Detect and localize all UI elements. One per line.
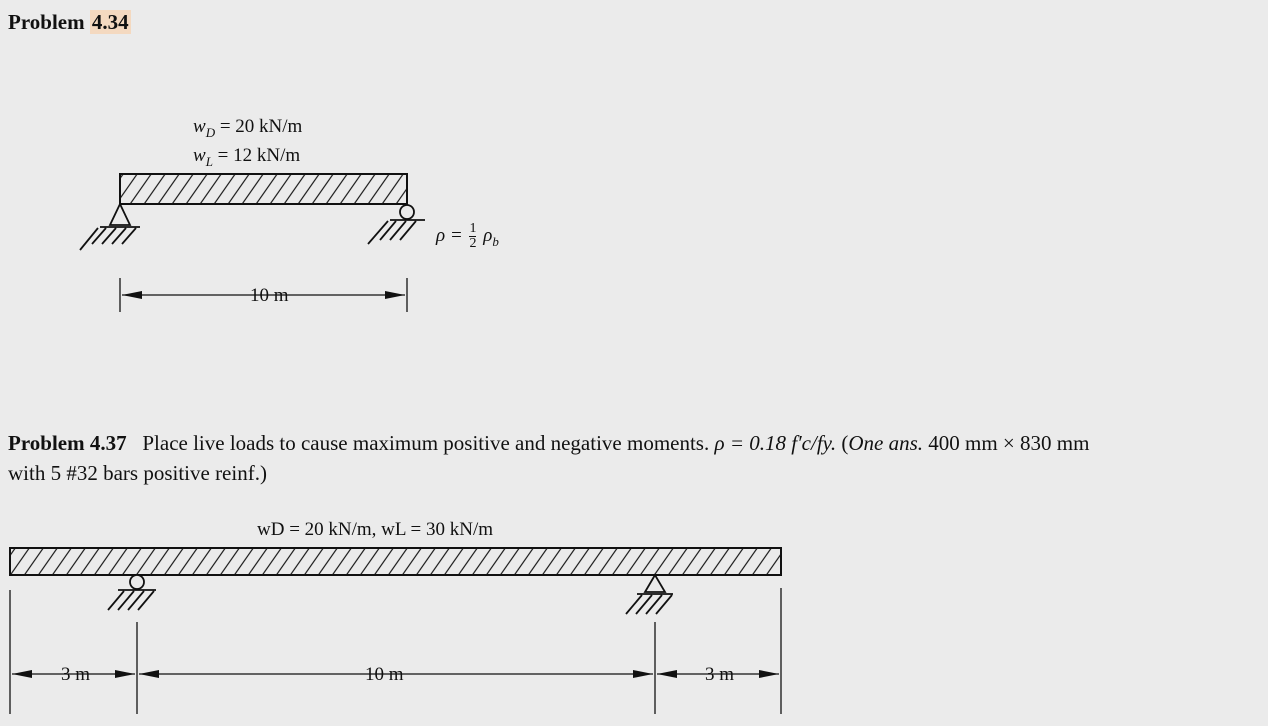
beam-434 (120, 174, 407, 204)
beam-437 (10, 548, 781, 575)
roller-support-icon (368, 205, 425, 244)
pin-support-right-icon (626, 575, 673, 614)
pin-support-icon (80, 204, 140, 250)
dead-load-label: $w_D = 20$ kN/m (193, 116, 303, 140)
problem-434-number: 4.34 (91, 10, 129, 34)
dimension-434 (120, 278, 407, 312)
dimension-437 (10, 588, 781, 714)
span-434-label: 10 m (247, 285, 292, 307)
live-load-label: $w_L = 12$ kN/m (193, 145, 301, 169)
roller-support-left-icon (108, 575, 156, 610)
problem-434-prefix: Problem (8, 10, 85, 34)
problem-437-statement: Problem 4.37 Place live loads to cause maximum positive and negative moments. ρ = 0.18 f′c/fy. (One ans. 400 mm × 830 mm with 5 #32 bars positive reinf.) (8, 431, 1090, 485)
rho-relation: ρ = $\frac{1}{2}$ $\rho_b$ (436, 221, 499, 251)
dim-right-label: 3 m (702, 664, 737, 686)
problem-437-heading: Problem 4.37 (8, 431, 127, 455)
beam-437-body (10, 548, 781, 575)
dim-left-label: 3 m (58, 664, 93, 686)
load-437-label: wD = 20 kN/m, wL = 30 kN/m (257, 519, 494, 540)
beam-434-body (120, 174, 407, 204)
dim-mid-label: 10 m (362, 664, 407, 686)
